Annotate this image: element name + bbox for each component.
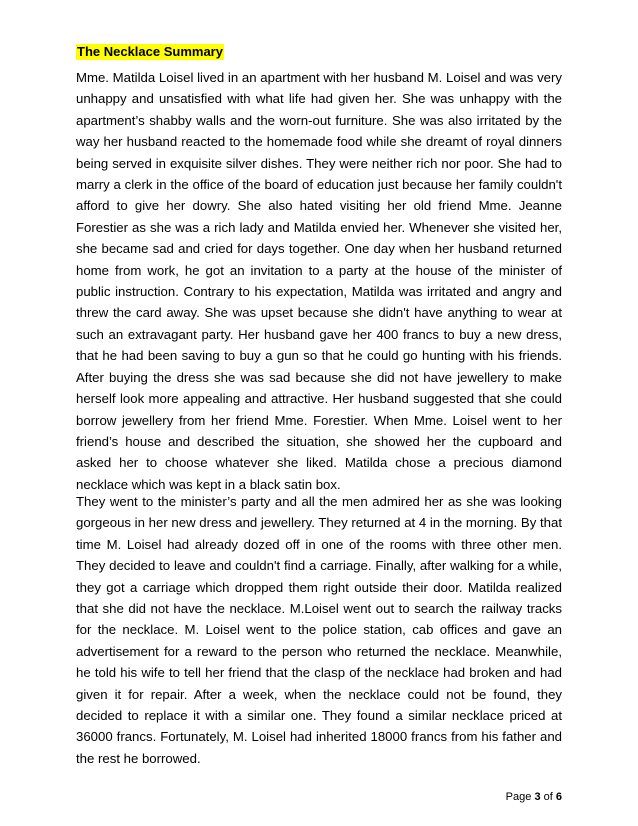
total-pages-number: 6 [555, 791, 562, 803]
page-number-footer [506, 790, 562, 804]
page-word: Page [505, 791, 532, 803]
paragraph-1: Mme. Matilda Loisel lived in an apartment with her husband M. Loisel and was very unhappy and unsatisfied with what life had given her. She was unhappy with the apartment’s shabby walls and the worn-out furniture. She was also irritated by the way her husband reacted to the homemade food while she dreamt of royal dinners being served in exquisite silver dishes. They were neither rich nor poor. She had to marry a clerk in the office of the board of education just because her family couldn't afford to give her dowry. She also hated visiting her old friend Mme. Jeanne Forestier as she was a rich lady and Matilda envied her. Whenever she visited her, she became sad and cried for days together. One day when her husband returned home from work, he got an invitation to a party at the house of the minister of public instruction. Contrary to his expectation, Matilda was irritated and angry and threw the card away. She was upset because she didn't have anything to wear at such an extravagant party. Her husband gave her 400 francs to buy a new dress, that he had been saving to buy a gun so that he could go hunting with his friends. After buying the dress she was sad because she did not have jewellery to make herself look more appealing and attractive. Her husband suggested that she could borrow jewellery from her friend Mme. Forestier. When Mme. Loisel went to her friend’s house and described the situation, she showed her the cupboard and asked her to choose whatever she liked. Matilda chose a precious diamond necklace which was kept in a black satin box. [76, 70, 562, 492]
current-page-number: 3 [534, 791, 541, 803]
document-title: The Necklace Summary [77, 44, 223, 59]
of-word: of [543, 791, 553, 803]
paragraph-2: They went to the minister’s party and all the men admired her as she was looking gorgeous in her new dress and jewellery. They returned at 4 in the morning. By that time M. Loisel had already dozed off in one of the rooms with three other men. They decided to leave and couldn't find a carriage. Finally, after walking for a while, they got a carriage which dropped them right outside their door. Matilda realized that she did not have the necklace. M.Loisel went out to search the railway tracks for the necklace. M. Loisel went to the police station, cab offices and gave an advertisement for a reward to the person who returned the necklace. Meanwhile, he told his wife to tell her friend that the clasp of the necklace had broken and had given it for repair. After a week, when the necklace could not be found, they decided to replace it with a similar one. They found a similar necklace priced at 36000 francs. Fortunately, M. Loisel had inherited 18000 francs from his father and the rest he borrowed. [76, 494, 562, 766]
